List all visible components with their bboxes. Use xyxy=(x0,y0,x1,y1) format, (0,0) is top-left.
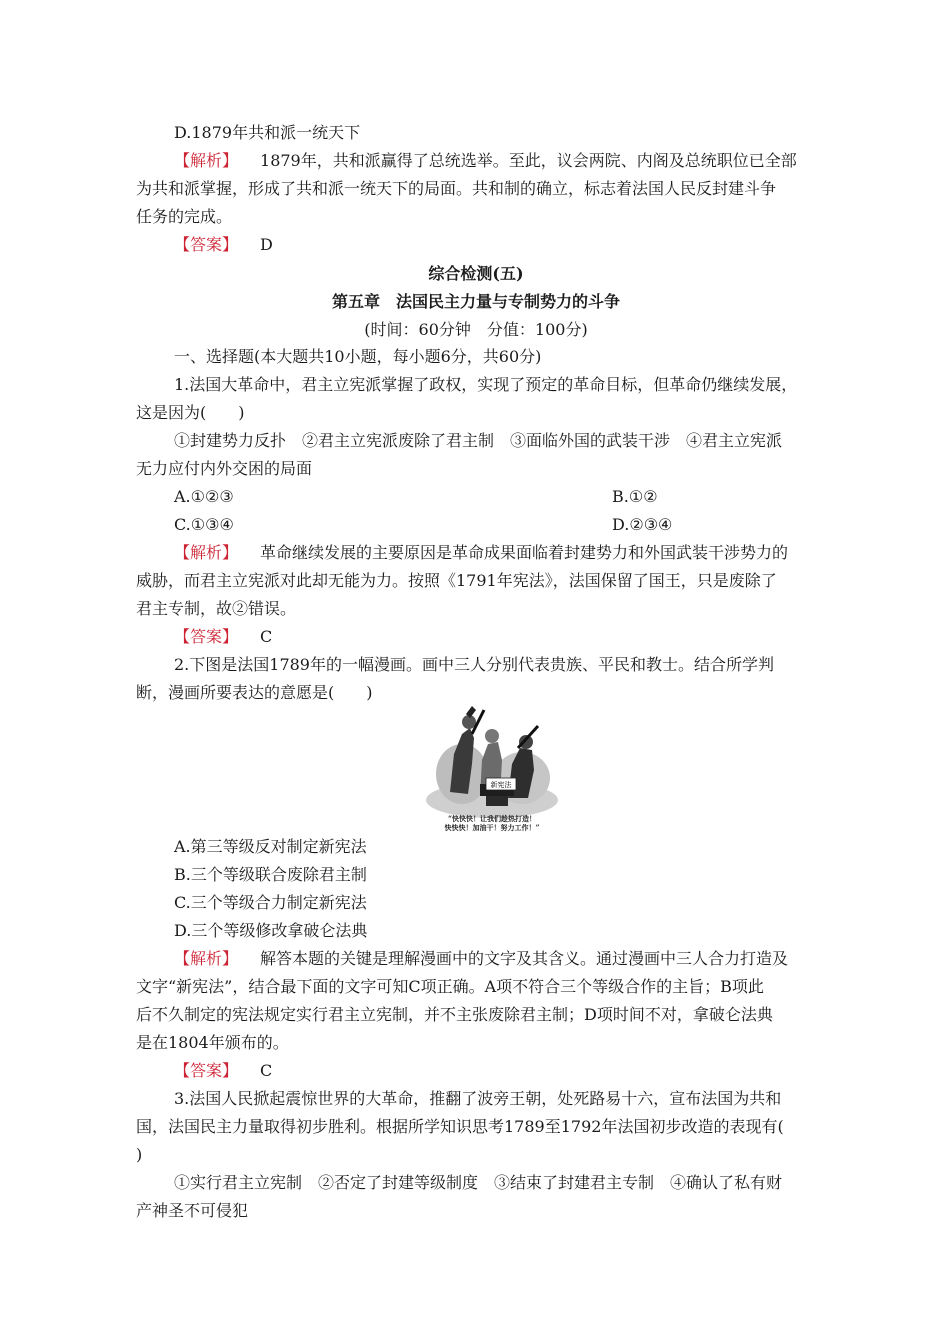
q2-option-b: B.三个等级联合废除君主制 xyxy=(174,865,367,884)
q1-analysis-line: 威胁，而君主立宪派对此却无能为力。按照《1791年宪法》，法国保留了国王，只是废除了 xyxy=(136,571,777,590)
q1-answer-line: 【答案】 C xyxy=(174,627,273,646)
analysis-label: 【解析】 xyxy=(174,151,239,170)
prev-analysis-line: 为共和派掌握，形成了共和派一统天下的局面。共和制的确立，标志着法国人民反封建斗争 xyxy=(136,179,777,198)
exam-meta: (时间：60分钟 分值：100分) xyxy=(364,320,588,339)
q1-option-c: C.①③④ xyxy=(174,515,234,534)
q1-options-row xyxy=(174,515,816,535)
page-title: 综合检测(五) xyxy=(428,264,524,283)
prev-answer-line: 【答案】 D xyxy=(174,235,273,254)
q3-items: ①实行君主立宪制 ②否定了封建等级制度 ③结束了封建君主专制 ④确认了私有财 xyxy=(174,1173,783,1192)
prev-option-d: D.1879年共和派一统天下 xyxy=(174,123,361,142)
chapter-title: 第五章 法国民主力量与专制势力的斗争 xyxy=(331,292,620,311)
analysis-label: 【解析】 xyxy=(174,949,239,968)
q2-analysis-line: 【解析】 解答本题的关键是理解漫画中的文字及其含义。通过漫画中三人合力打造及 xyxy=(174,949,789,968)
q2-option-d: D.三个等级修改拿破仑法典 xyxy=(174,921,368,940)
cartoon-image xyxy=(422,704,562,832)
q2-analysis-line: 是在1804年颁布的。 xyxy=(136,1033,289,1052)
q3-stem: ) xyxy=(136,1145,143,1164)
q1-options-row xyxy=(174,487,816,507)
q2-analysis-line: 文字“新宪法”，结合最下面的文字可知C项正确。A项不符合三个等级合作的主旨；B项此 xyxy=(136,977,764,996)
cartoon-caption: 快快快！加油干！努力工作！” xyxy=(444,823,540,832)
q3-items: 产神圣不可侵犯 xyxy=(136,1201,249,1220)
section-heading: 一、选择题(本大题共10小题，每小题6分，共60分) xyxy=(174,347,542,366)
cartoon-caption: “快快快！让我们趁热打造！ xyxy=(447,814,537,823)
analysis-label: 【解析】 xyxy=(174,543,239,562)
q1-items: 无力应付内外交困的局面 xyxy=(136,459,313,478)
q3-stem: 3.法国人民掀起震惊世界的大革命，推翻了波旁王朝，处死路易十六，宣布法国为共和 xyxy=(174,1089,782,1108)
q1-stem: 1.法国大革命中，君主立宪派掌握了政权，实现了预定的革命目标，但革命仍继续发展， xyxy=(174,375,798,394)
q1-option-b: B.①② xyxy=(612,487,658,506)
q2-option-c: C.三个等级合力制定新宪法 xyxy=(174,893,367,912)
q1-stem: 这是因为( ) xyxy=(136,403,245,422)
answer-label: 【答案】 xyxy=(174,627,239,646)
q2-stem: 断，漫画所要表达的意愿是( ) xyxy=(136,683,373,702)
q2-option-a: A.第三等级反对制定新宪法 xyxy=(174,837,367,856)
q2-answer-line: 【答案】 C xyxy=(174,1061,273,1080)
q1-analysis-line: 【解析】 革命继续发展的主要原因是革命成果面临着封建势力和外国武装干涉势力的 xyxy=(174,543,789,562)
answer-label: 【答案】 xyxy=(174,1061,239,1080)
cartoon-label: 新宪法 xyxy=(490,781,512,789)
q2-stem: 2.下图是法国1789年的一幅漫画。画中三人分别代表贵族、平民和教士。结合所学判 xyxy=(174,655,774,674)
answer-label: 【答案】 xyxy=(174,235,239,254)
q1-items: ①封建势力反扑 ②君主立宪派废除了君主制 ③面临外国的武装干涉 ④君主立宪派 xyxy=(174,431,783,450)
q1-option-a: A.①②③ xyxy=(174,487,234,506)
q1-analysis-line: 君主专制，故②错误。 xyxy=(136,599,297,618)
q1-option-d: D.②③④ xyxy=(612,515,673,534)
q3-stem: 国，法国民主力量取得初步胜利。根据所学知识思考1789至1792年法国初步改造的表现有( xyxy=(136,1117,784,1136)
prev-analysis-line: 【解析】 1879年，共和派赢得了总统选举。至此，议会两院、内阁及总统职位已全部 xyxy=(174,151,797,170)
prev-analysis-line: 任务的完成。 xyxy=(136,207,233,226)
q2-analysis-line: 后不久制定的宪法规定实行君主立宪制，并不主张废除君主制；D项时间不对，拿破仑法典 xyxy=(136,1005,773,1024)
